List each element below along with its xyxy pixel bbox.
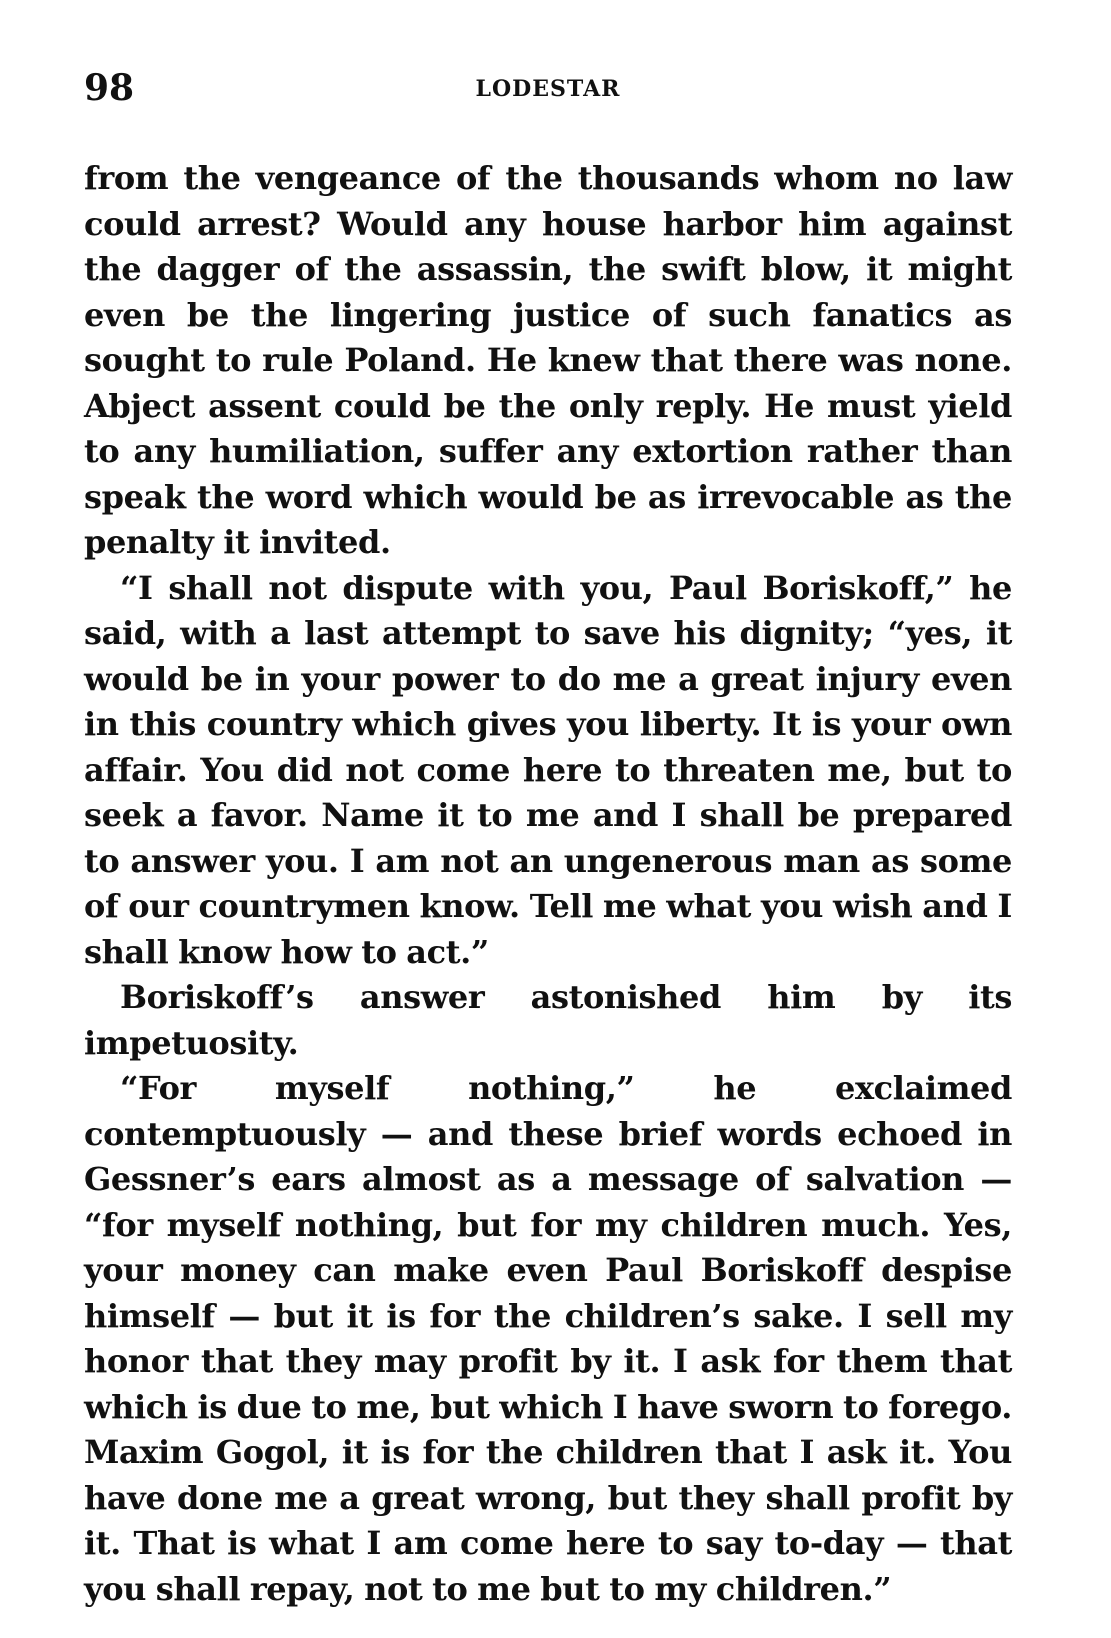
body-text [84,156,1012,1612]
paragraph: Boriskoff’s answer astonished him by its impetuosity. [84,978,1012,1062]
running-title: LODESTAR [475,76,621,102]
running-head [84,68,1012,108]
paragraph-continued: from the vengeance of the thousands whom no law could arrest? Would any house harbor him against the dagger of the assassin, the swift blow, it might even be the lingering justice of such fanatics as sought to rule Poland. He knew that there was none. Abject assent could be the only reply. He must yield to any humiliation, suffer any extortion rather than speak the word which would be as irrevocable as the penalty it invited. [84,159,1012,561]
paragraph: “I shall not dispute with you, Paul Boriskoff,” he said, with a last attempt to save his dignity; “yes, it would be in your power to do me a great injury even in this country which gives you liberty. It is your own affair. You did not come here to threaten me, but to seek a favor. Name it to me and I shall be prepared to answer you. I am not an ungenerous man as some of our countrymen know. Tell me what you wish and I shall know how to act.” [84,568,1012,971]
page-number: 98 [84,67,135,109]
book-page [84,68,1012,1612]
paragraph: “For myself nothing,” he exclaimed contemptuously — and these brief words echoed in Gessner’s ears almost as a message of salvation — “for myself nothing, but for my children much. Yes, your money can make even Paul Boriskoff despise himself — but it is for the children’s sake. I sell my honor that they may profit by it. I ask for them that which is due to me, but which I have sworn to forego. Maxim Gogol, it is for the children that I ask it. You have done me a great wrong, but they shall profit by it. That is what I am come here to say to-day — that you shall repay, not to me but to my children.” [84,1069,1012,1608]
